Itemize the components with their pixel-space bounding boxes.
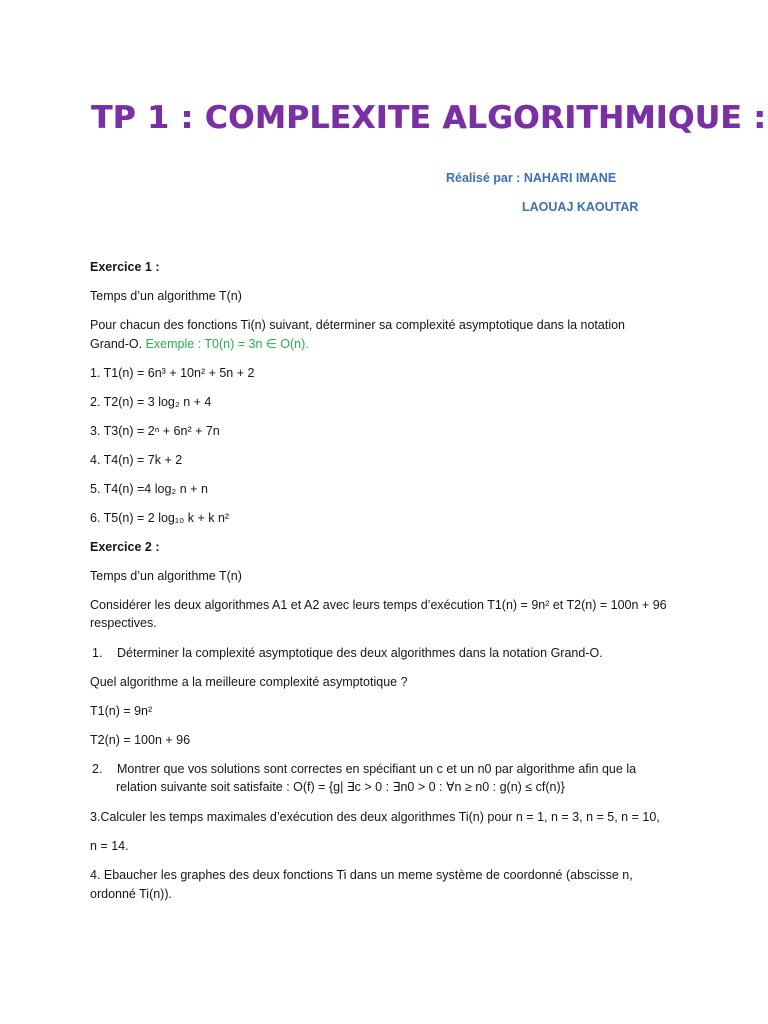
question-1-followup: Quel algorithme a la meilleure complexité asymptotique ? (90, 675, 408, 689)
example-text: Exemple : T0(n) = 3n ∈ O(n). (145, 337, 309, 351)
t1-formula: T1(n) = 9n² (90, 704, 153, 718)
exercise-2-heading: Exercice 2 : (90, 540, 160, 554)
page-title: TP 1 : COMPLEXITE ALGORITHMIQUE : (91, 100, 767, 136)
exercise-1-item: 3. T3(n) = 2ⁿ + 6n² + 7n (90, 424, 220, 438)
exercise-1-subheading: Temps d’un algorithme T(n) (90, 289, 242, 303)
author-line-1: Réalisé par : NAHARI IMANE (446, 171, 617, 185)
question-1 (92, 644, 603, 662)
question-2-text: Montrer que vos solutions sont correctes en spécifiant un c et un n0 par algorithme afin que la (117, 762, 637, 776)
exercise-1-item: 1. T1(n) = 6n³ + 10n² + 5n + 2 (90, 366, 255, 380)
question-1-text: Déterminer la complexité asymptotique des deux algorithmes dans la notation Grand-O. (117, 646, 603, 660)
question-2-relation: relation suivante soit satisfaite : O(f) = {g| ∃c > 0 : ∃n0 > 0 : ∀n ≥ n0 : g(n) ≤ cf(n)} (116, 780, 565, 794)
question-2 (92, 760, 636, 778)
exercise-1-item: 4. T4(n) = 7k + 2 (90, 453, 183, 467)
exercise-2-subheading: Temps d’un algorithme T(n) (90, 569, 242, 583)
question-3-line-1: 3.Calculer les temps maximales d’exécution des deux algorithmes Ti(n) pour n = 1, n = 3, n = 5, n = 10, (90, 810, 660, 824)
exercise-1-item: 5. T4(n) =4 log₂ n + n (90, 482, 208, 496)
exercise-1-instruction-line-1: Pour chacun des fonctions Ti(n) suivant, déterminer sa complexité asymptotique dans la notation (90, 318, 626, 332)
exercise-1-instruction-line-2 (90, 335, 309, 353)
exercise-1-heading: Exercice 1 : (90, 260, 160, 274)
instruction-text: Grand-O. (90, 337, 146, 351)
exercise-2-intro-line-1: Considérer les deux algorithmes A1 et A2 avec leurs temps d’exécution T1(n) = 9n² et T2(n) = 100n + 96 (90, 598, 667, 612)
question-4-line-1: 4. Ebaucher les graphes des deux fonctions Ti dans un meme système de coordonné (abscisse n, (90, 868, 633, 882)
question-4-line-2: ordonné Ti(n)). (90, 887, 172, 901)
question-1-number: 1. (92, 646, 103, 660)
question-2-number: 2. (92, 762, 103, 776)
exercise-2-intro-line-2: respectives. (90, 616, 157, 630)
author-line-2: LAOUAJ KAOUTAR (522, 200, 639, 214)
t2-formula: T2(n) = 100n + 96 (90, 733, 191, 747)
question-3-line-2: n = 14. (90, 839, 129, 853)
exercise-1-item: 2. T2(n) = 3 log₂ n + 4 (90, 395, 212, 409)
exercise-1-item: 6. T5(n) = 2 log₁₀ k + k n² (90, 511, 230, 525)
